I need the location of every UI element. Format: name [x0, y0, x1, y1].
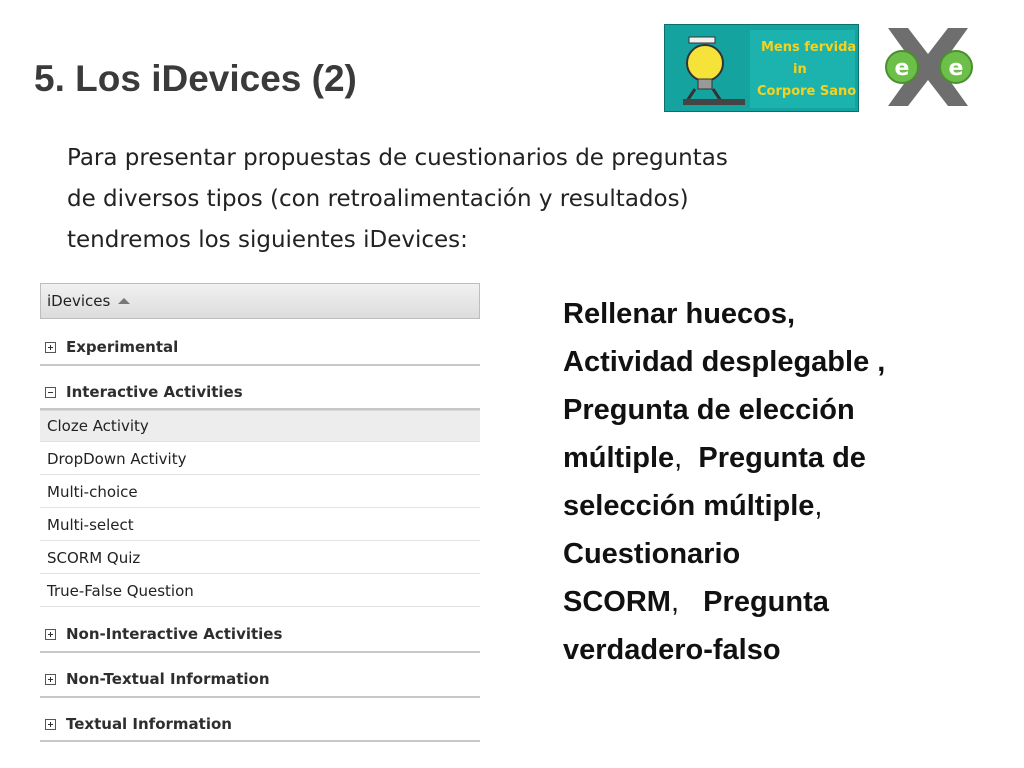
expand-plus-icon[interactable] — [45, 674, 56, 685]
divider — [40, 696, 480, 698]
description-segment: múltiple — [563, 442, 675, 474]
idevice-item-true-false-question[interactable]: True-False Question — [40, 575, 480, 607]
category-label: Non-Textual Information — [66, 670, 270, 688]
expand-plus-icon[interactable] — [45, 719, 56, 730]
idevice-item-multi-choice[interactable]: Multi-choice — [40, 476, 480, 508]
divider — [40, 364, 480, 366]
description-line — [563, 578, 1003, 626]
idevices-panel — [40, 283, 480, 743]
banner-text-1: Mens fervida — [761, 40, 857, 55]
collapse-minus-icon[interactable] — [45, 387, 56, 398]
exe-x-icon — [880, 24, 976, 110]
category-non-textual-information[interactable] — [40, 665, 480, 693]
description-comma: , — [674, 442, 683, 474]
description-line — [563, 434, 1003, 482]
description-comma: , — [670, 586, 680, 618]
category-label: Textual Information — [66, 715, 232, 733]
category-label: Experimental — [66, 338, 179, 356]
description-segment: Pregunta de — [682, 442, 866, 474]
description-line: Pregunta de elección — [563, 394, 855, 426]
description-line: Cuestionario — [563, 538, 741, 570]
expand-plus-icon[interactable] — [45, 629, 56, 640]
intro-line: de diversos tipos (con retroalimentación y resultados) — [67, 186, 689, 212]
description-segment: Pregunta — [679, 586, 829, 618]
sort-ascending-icon[interactable] — [118, 298, 130, 304]
exe-letter-right: e — [948, 56, 964, 81]
intro-line: tendremos los siguientes iDevices: — [67, 227, 468, 253]
divider — [40, 651, 480, 653]
banner-text-3: Corpore Sano — [757, 84, 857, 99]
banner-text-2: in — [793, 62, 807, 77]
description-line: Actividad desplegable , — [563, 346, 886, 378]
category-experimental[interactable] — [40, 333, 480, 361]
description-comma: , — [814, 490, 823, 522]
intro-line: Para presentar propuestas de cuestionarios de preguntas — [67, 145, 728, 171]
exe-letter-left: e — [894, 56, 910, 81]
expand-plus-icon[interactable] — [45, 342, 56, 353]
idevice-item-cloze-activity[interactable]: Cloze Activity — [40, 410, 480, 442]
description-segment: selección múltiple — [563, 490, 815, 522]
idevice-item-scorm-quiz[interactable]: SCORM Quiz — [40, 542, 480, 574]
idevices-panel-header[interactable] — [40, 283, 480, 319]
description-line — [563, 482, 1003, 530]
idevices-description — [563, 290, 1003, 674]
description-line: Rellenar huecos, — [563, 298, 796, 330]
idevice-item-multi-select[interactable]: Multi-select — [40, 509, 480, 541]
lightbulb-runner-icon — [665, 25, 859, 112]
panel-header-label: iDevices — [47, 292, 111, 310]
category-label: Non-Interactive Activities — [66, 625, 283, 643]
category-label: Interactive Activities — [66, 383, 243, 401]
idevice-item-dropdown-activity[interactable]: DropDown Activity — [40, 443, 480, 475]
intro-paragraph — [67, 138, 867, 261]
description-line: verdadero-falso — [563, 634, 781, 666]
slide-title: 5. Los iDevices (2) — [34, 58, 357, 99]
description-segment: SCORM — [563, 586, 671, 618]
divider — [40, 740, 480, 742]
category-textual-information[interactable] — [40, 710, 480, 738]
category-interactive-activities[interactable] — [40, 378, 480, 406]
exe-logo — [880, 24, 976, 110]
category-non-interactive-activities[interactable] — [40, 620, 480, 648]
mens-fervida-logo — [664, 24, 859, 112]
